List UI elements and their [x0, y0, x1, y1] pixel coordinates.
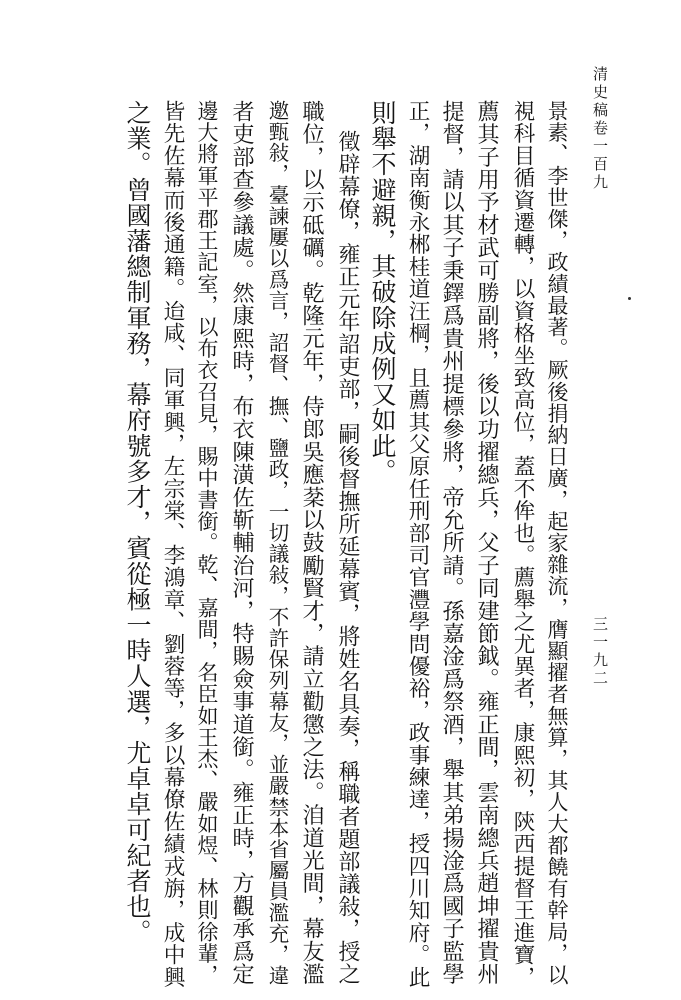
page-number: 三一九二: [591, 616, 609, 688]
text-column-9: 邀甄敍，臺諫屢以爲言，詔督、撫、鹽政，一切議敍，不許保列幕友，並嚴禁本省屬員濫充，違: [265, 100, 289, 987]
book-title-header: 清史稿卷一百九: [591, 66, 609, 192]
scan-speck: [628, 297, 631, 300]
text-column-3: 薦其子用予材武可勝副將，後以功擢總兵，父子同建節鉞。雍正間，雲南總兵趙坤擢貴州: [474, 100, 500, 986]
text-column-8: 職位，以示砥礪。乾隆元年，侍郎吳應棻以鼓勵賢才，請立勸懲之法。洎道光間，幕友濫: [299, 100, 325, 986]
text-column-2: 視科目循資遷轉，以資格坐致高位，蓋不侔也。薦舉之尤異者，康熙初，陝西提督王進寶，: [510, 100, 535, 988]
text-column-1: 景素、李世傑，政績最著。厥後捐納日廣，起家雜流，膺顯擢者無算，其人大都饒有幹局，以: [545, 100, 569, 986]
text-column-5: 正，湖南衡永郴桂道汪棡，且薦其父原任刑部司官灃學問優裕，政事練達，授四川知府。此: [405, 100, 430, 988]
text-column-7: 徵辟幕僚，雍正元年詔吏部，嗣後督撫所延幕賓，將姓名具奏，稱職者題部議敍，授之: [335, 130, 360, 985]
text-column-12: 皆先佐幕而後通籍。迨咸、同軍興，左宗棠、李鴻章、劉蓉等，多以幕僚佐績戎旃，成中興: [160, 100, 185, 988]
text-column-6: 則舉不避親，其破除成例又如此。: [368, 100, 397, 484]
text-column-13: 之業。曾國藩總制軍務，幕府號多才，賓從極一時人選，尤卓卓可紀者也。: [123, 100, 152, 945]
text-column-11: 邊大將軍平郡王記室，以布衣召見，賜中書銜。乾、嘉間，名臣如王杰、嚴如煜、林則徐輩，: [195, 100, 219, 986]
text-column-4: 提督，請以其子秉鐸爲貴州提標參將，帝允所請。孫嘉淦爲祭酒，舉其弟揚淦爲國子監學: [439, 100, 465, 986]
text-column-10: 者吏部查參議處。然康熙時，布衣陳潢佐靳輔治河，特賜僉事道銜。雍正時，方觀承爲定: [229, 100, 255, 986]
